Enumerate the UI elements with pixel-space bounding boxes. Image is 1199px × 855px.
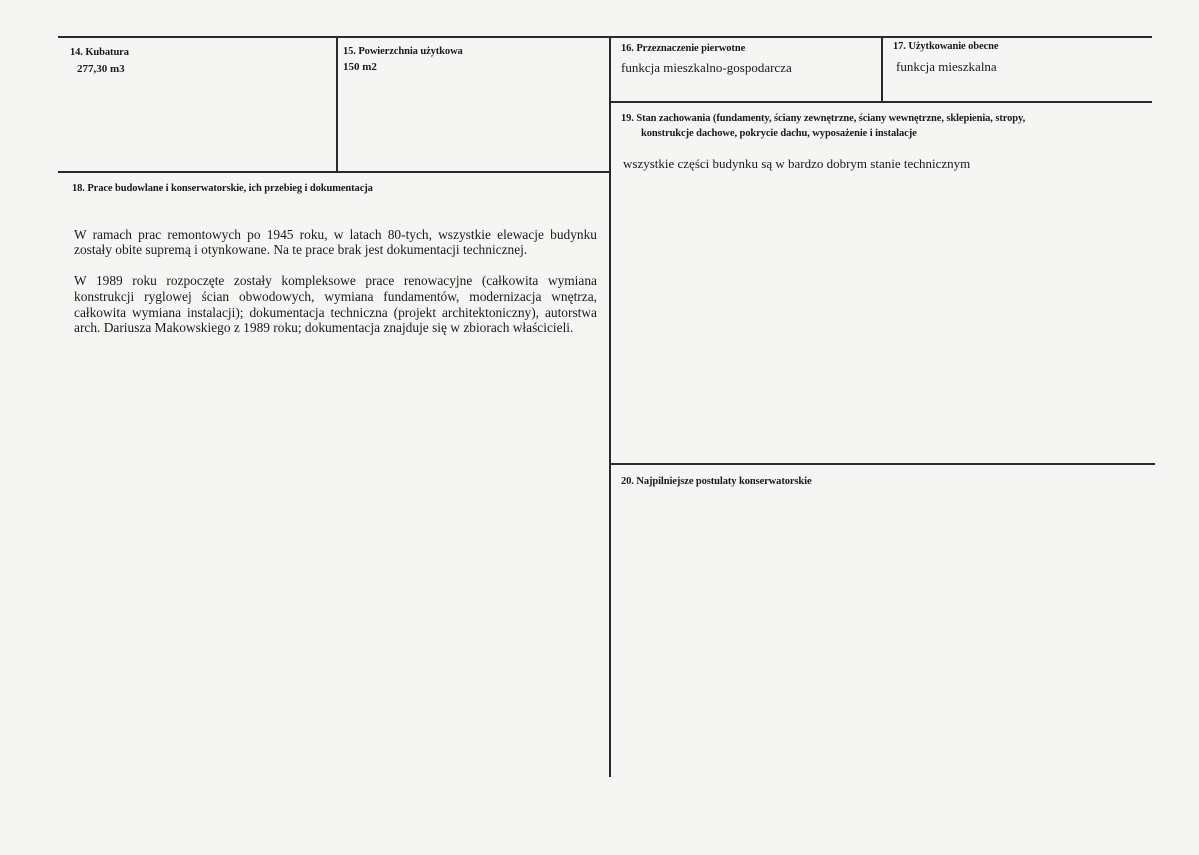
field-16-label: 16. Przeznaczenie pierwotne bbox=[621, 43, 746, 54]
field-15-value: 150 m2 bbox=[343, 61, 377, 73]
top-border-line bbox=[58, 36, 1152, 38]
field-18-paragraph-2: W 1989 roku rozpoczęte zostały kompleksowe prace renowacyjne (całkowita wymiana konstrukcji ryglowej ścian obwodowych, wymiana fundamentów, modernizacja wnętrza, całkowita wymiana instalacji); dokumentacja techniczna (projekt architektoniczny), autorstwa arch. Dariusza Makowskiego z 1989 roku; dokumentacja znajduje się w zbiorach właścicieli. bbox=[74, 273, 597, 336]
line-below-16-17 bbox=[610, 101, 1152, 103]
line-below-19 bbox=[610, 463, 1155, 465]
divider-16-17 bbox=[881, 37, 883, 103]
field-16-value: funkcja mieszkalno-gospodarcza bbox=[621, 60, 792, 75]
divider-center bbox=[609, 37, 611, 777]
field-18-text bbox=[74, 211, 597, 351]
field-18-paragraph-1: W ramach prac remontowych po 1945 roku, w latach 80-tych, wszystkie elewacje budynku zostały obite supremą i otynkowane. Na te prace brak jest dokumentacji technicznej. bbox=[74, 226, 597, 258]
field-14-value: 277,30 m3 bbox=[77, 63, 125, 75]
field-18-label: 18. Prace budowlane i konserwatorskie, ich przebieg i dokumentacja bbox=[72, 183, 373, 194]
field-15-label: 15. Powierzchnia użytkowa bbox=[343, 46, 463, 57]
field-17-label: 17. Użytkowanie obecne bbox=[893, 41, 999, 52]
line-below-14-15 bbox=[58, 171, 610, 173]
field-19-label-line2: konstrukcje dachowe, pokrycie dachu, wyposażenie i instalacje bbox=[641, 128, 917, 139]
field-20-label: 20. Najpilniejsze postulaty konserwatorskie bbox=[621, 476, 812, 487]
field-14-label: 14. Kubatura bbox=[70, 47, 129, 58]
field-17-value: funkcja mieszkalna bbox=[896, 59, 997, 74]
field-19-value: wszystkie części budynku są w bardzo dobrym stanie technicznym bbox=[623, 156, 971, 171]
divider-14-15 bbox=[336, 37, 338, 173]
field-19-label-line1: 19. Stan zachowania (fundamenty, ściany zewnętrzne, ściany wewnętrzne, sklepienia, stropy, bbox=[621, 113, 1026, 124]
